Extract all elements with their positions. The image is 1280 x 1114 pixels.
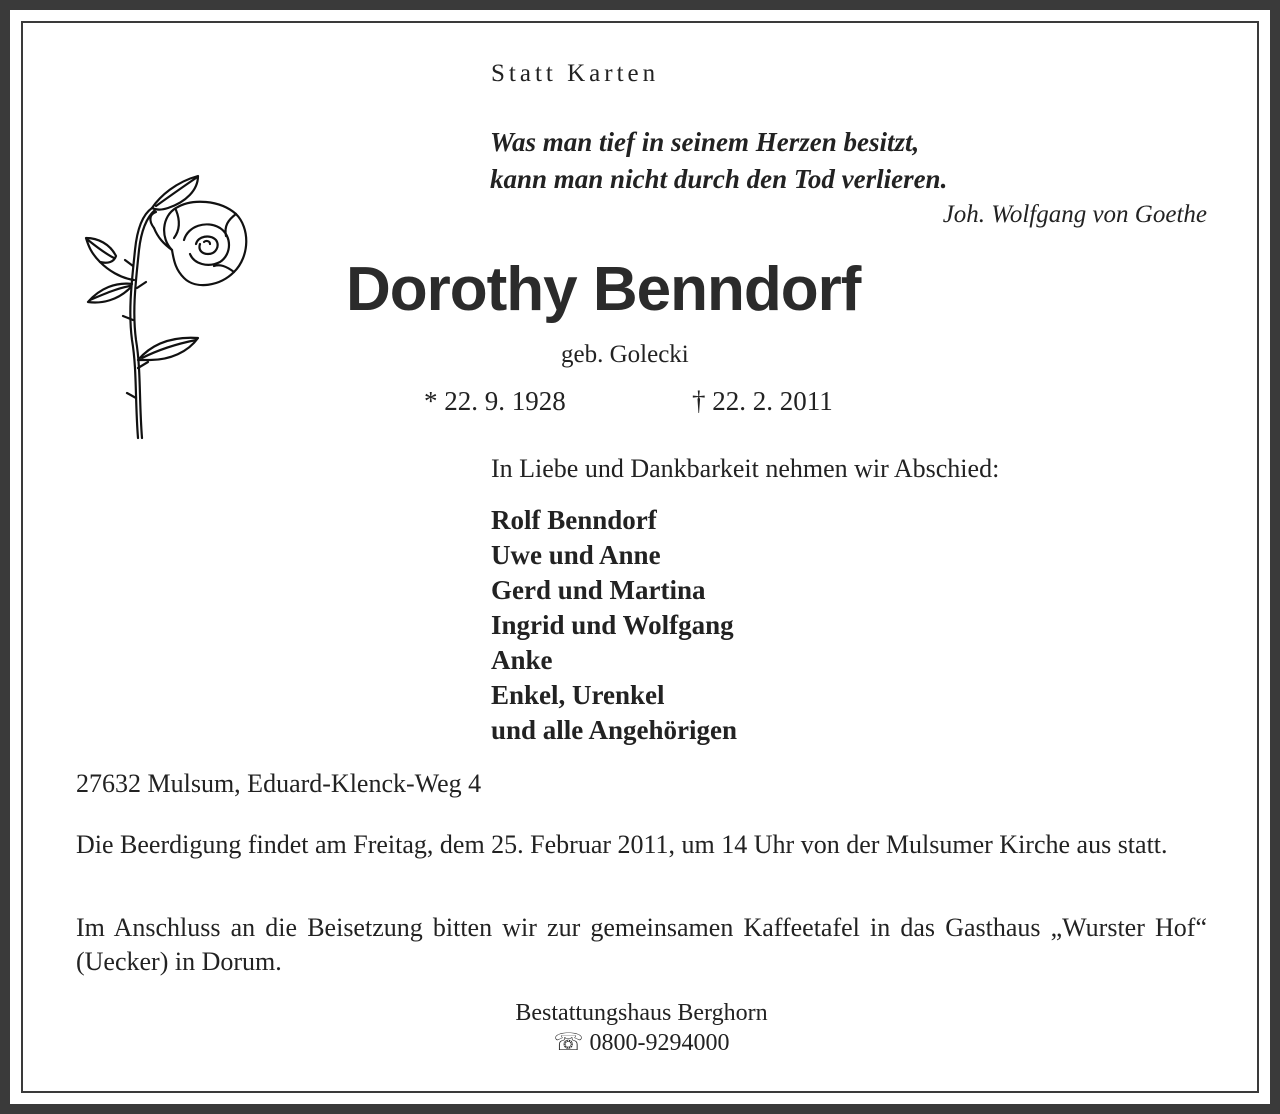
family-address: 27632 Mulsum, Eduard-Klenck-Weg 4	[76, 769, 482, 798]
farewell-text: In Liebe und Dankbarkeit nehmen wir Abschied:	[491, 454, 1000, 483]
rose-icon	[80, 170, 260, 445]
list-item: Uwe und Anne	[491, 540, 661, 570]
deceased-name: Dorothy Benndorf	[346, 255, 861, 324]
list-item: Anke	[491, 645, 553, 675]
goethe-quote	[490, 124, 947, 198]
list-item: und alle Angehörigen	[491, 715, 738, 745]
birth-date: * 22. 9. 1928	[424, 386, 566, 416]
funeral-details: Die Beerdigung findet am Freitag, dem 25. Februar 2011, um 14 Uhr von der Mulsumer Kirche aus statt.	[76, 830, 1168, 859]
maiden-name: geb. Golecki	[561, 341, 689, 368]
quote-author: Joh. Wolfgang von Goethe	[942, 201, 1207, 228]
undertaker-phone: ☏ 0800-9294000	[553, 1030, 730, 1056]
death-date: † 22. 2. 2011	[692, 386, 833, 416]
quote-line-1: Was man tief in seinem Herzen besitzt,	[490, 127, 920, 157]
reception-details: Im Anschluss an die Beisetzung bitten wir zur gemeinsamen Kaffeetafel in das Gasthaus „Wurster Hof“ (Uecker) in Dorum.	[76, 913, 1207, 976]
mourners-list	[491, 503, 737, 748]
quote-line-2: kann man nicht durch den Tod verlieren.	[490, 164, 948, 194]
list-item: Gerd und Martina	[491, 575, 706, 605]
list-item: Rolf Benndorf	[491, 505, 657, 535]
undertaker-name: Bestattungshaus Berghorn	[515, 1000, 768, 1026]
header-label: Statt Karten	[491, 60, 660, 87]
undertaker-block	[0, 998, 1280, 1058]
list-item: Enkel, Urenkel	[491, 680, 665, 710]
list-item: Ingrid und Wolfgang	[491, 610, 734, 640]
